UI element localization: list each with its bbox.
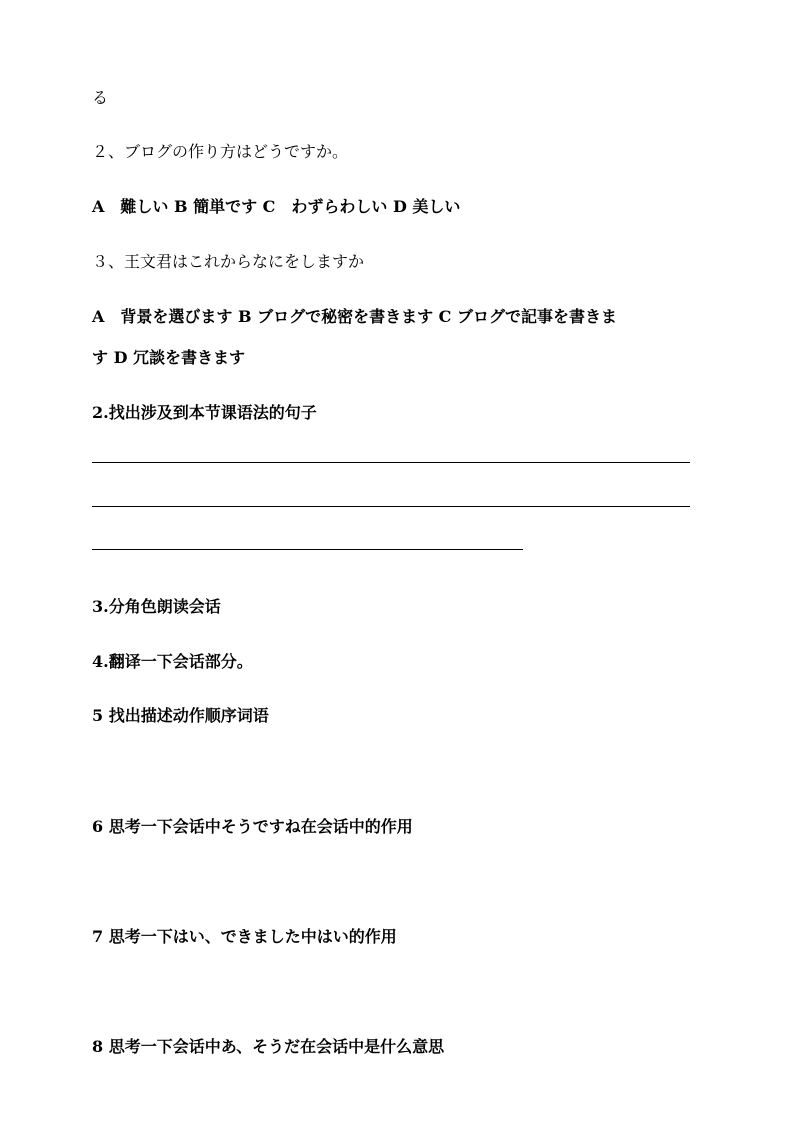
task-3-title: 3.分角色朗读会话 [92,597,221,616]
question-3-options-line-2: す D 冗談を書きます [92,348,246,367]
continuation-text: る [92,88,109,107]
task-7-title: 7 思考一下はい、できました中はい的作用 [92,927,397,946]
task-2-title: 2.找出涉及到本节课语法的句子 [92,403,317,422]
task-6-title: 6 思考一下会话中そうですね在会话中的作用 [92,817,413,836]
answer-blank-line-3 [92,549,523,550]
task-4-title: 4.翻译一下会话部分。 [92,652,253,671]
question-3: ３、王文君はこれからなにをしますか [92,252,365,271]
answer-blank-line-1 [92,462,690,463]
question-2-options: A 難しい B 簡単です C わずらわしい D 美しい [92,197,461,216]
task-5-title: 5 找出描述动作顺序词语 [92,706,269,725]
question-3-options-line-1: A 背景を選びます B ブログで秘密を書きます C ブログで記事を書きま [92,307,617,326]
question-2: ２、ブログの作り方はどうですか。 [92,142,349,161]
answer-blank-line-2 [92,506,690,507]
task-8-title: 8 思考一下会话中あ、そうだ在会话中是什么意思 [92,1037,445,1056]
